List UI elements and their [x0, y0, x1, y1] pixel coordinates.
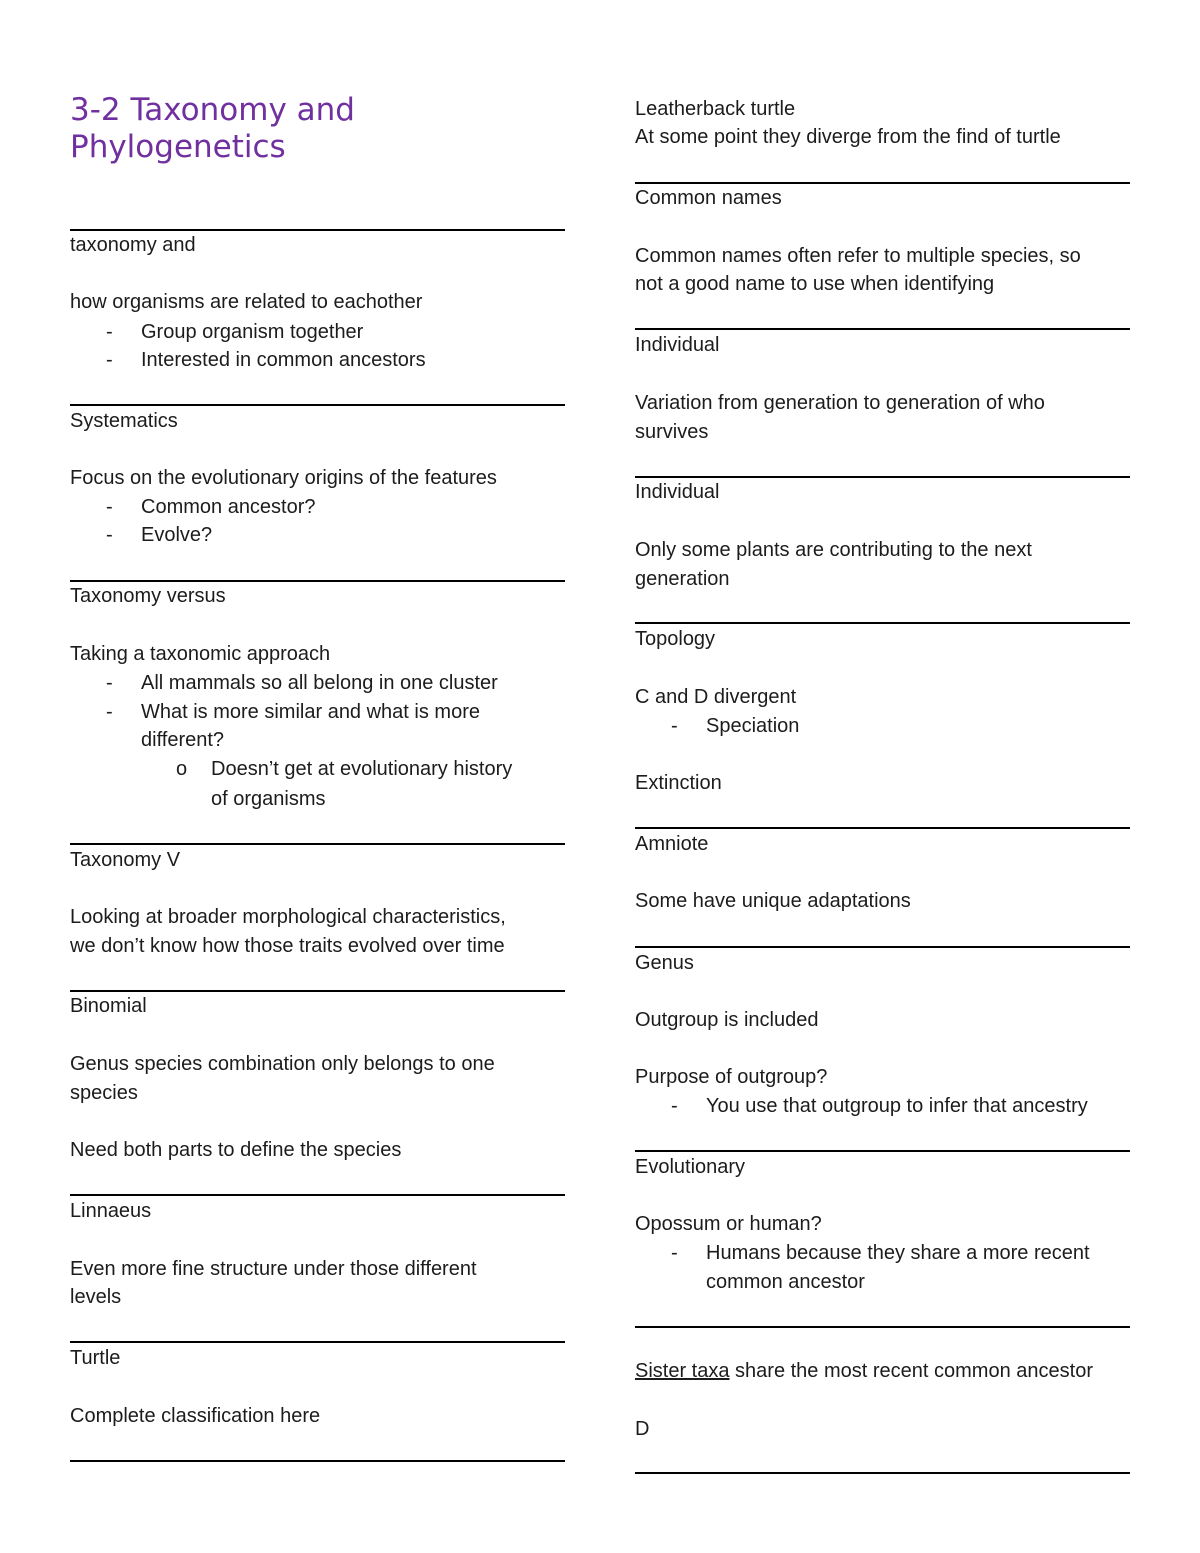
note-line: Variation from generation to generation of who — [635, 392, 1045, 414]
section-heading: Binomial — [70, 995, 147, 1017]
note-line: Outgroup is included — [635, 1009, 819, 1031]
note-line: generation — [635, 568, 730, 590]
note-line: not a good name to use when identifying — [635, 273, 995, 295]
section-divider — [70, 843, 565, 845]
note-line: Need both parts to define the species — [70, 1139, 402, 1161]
note-line: levels — [70, 1286, 122, 1308]
bullet-dash: - — [106, 349, 113, 371]
section-divider — [635, 946, 1130, 948]
section-heading: Common names — [635, 187, 782, 209]
section-heading: Individual — [635, 481, 720, 503]
note-line: Common names often refer to multiple species, so — [635, 245, 1081, 267]
sub-bullet-text: Doesn’t get at evolutionary history — [211, 758, 513, 780]
section-heading: Individual — [635, 334, 720, 356]
note-line: Only some plants are contributing to the next — [635, 539, 1032, 561]
note-line: Even more fine structure under those different — [70, 1258, 477, 1280]
note-line: Purpose of outgroup? — [635, 1066, 828, 1088]
section-heading: Evolutionary — [635, 1156, 746, 1178]
section-divider — [70, 404, 565, 406]
note-line: survives — [635, 421, 709, 443]
section-divider — [635, 328, 1130, 330]
note-line: D — [635, 1418, 650, 1440]
bullet-text: Evolve? — [141, 524, 213, 546]
section-divider — [635, 827, 1130, 829]
note-line: C and D divergent — [635, 686, 797, 708]
note-line — [635, 1357, 1093, 1386]
section-divider — [635, 1150, 1130, 1152]
section-heading: Taxonomy V — [70, 849, 181, 871]
note-line: At some point they diverge from the find of turtle — [635, 126, 1061, 148]
bullet-text: Common ancestor? — [141, 496, 316, 518]
section-divider — [70, 1194, 565, 1196]
sub-bullet-text-continued: of organisms — [211, 788, 326, 810]
bullet-text: Group organism together — [141, 321, 364, 343]
page-title: 3-2 Taxonomy and Phylogenetics — [70, 92, 355, 165]
section-heading: Turtle — [70, 1347, 121, 1369]
section-heading: Linnaeus — [70, 1200, 152, 1222]
bullet-text: Speciation — [706, 715, 800, 737]
section-heading: Amniote — [635, 833, 709, 855]
section-heading: Taxonomy versus — [70, 585, 226, 607]
note-line: Taking a taxonomic approach — [70, 643, 331, 665]
section-heading: taxonomy and — [70, 234, 196, 256]
underlined-term: Sister taxa — [635, 1360, 730, 1382]
note-line: Focus on the evolutionary origins of the features — [70, 467, 497, 489]
note-line: Extinction — [635, 772, 722, 794]
section-heading: Genus — [635, 952, 694, 974]
bullet-dash: - — [106, 496, 113, 518]
section-heading: Systematics — [70, 410, 178, 432]
section-heading: Topology — [635, 628, 716, 650]
bullet-dash: - — [106, 524, 113, 546]
section-divider — [635, 1326, 1130, 1328]
section-divider — [70, 1341, 565, 1343]
section-divider — [635, 1472, 1130, 1474]
bullet-text-continued: different? — [141, 729, 225, 751]
note-line: Genus species combination only belongs to one — [70, 1053, 495, 1075]
bullet-text: What is more similar and what is more — [141, 701, 480, 723]
bullet-text: Interested in common ancestors — [141, 349, 426, 371]
bullet-dash: - — [671, 715, 678, 737]
note-line: Leatherback turtle — [635, 98, 796, 120]
note-line: species — [70, 1082, 138, 1104]
bullet-text: You use that outgroup to infer that ancestry — [706, 1095, 1088, 1117]
note-line: Looking at broader morphological characteristics, — [70, 906, 506, 928]
note-line: Complete classification here — [70, 1405, 321, 1427]
bullet-text: All mammals so all belong in one cluster — [141, 672, 498, 694]
bullet-dash: - — [106, 321, 113, 343]
section-divider — [70, 1460, 565, 1462]
bullet-dash: - — [106, 701, 113, 723]
note-line: how organisms are related to eachother — [70, 291, 423, 313]
note-line-rest: share the most recent common ancestor — [729, 1360, 1093, 1382]
note-line: Opossum or human? — [635, 1213, 822, 1235]
bullet-dash: - — [671, 1095, 678, 1117]
bullet-dash: - — [671, 1242, 678, 1264]
bullet-text: Humans because they share a more recent — [706, 1242, 1090, 1264]
bullet-text-continued: common ancestor — [706, 1271, 865, 1293]
section-divider — [635, 622, 1130, 624]
note-line: we don’t know how those traits evolved over time — [70, 935, 505, 957]
sub-bullet-circle: o — [176, 758, 188, 780]
bullet-dash: - — [106, 672, 113, 694]
note-line: Some have unique adaptations — [635, 890, 911, 912]
